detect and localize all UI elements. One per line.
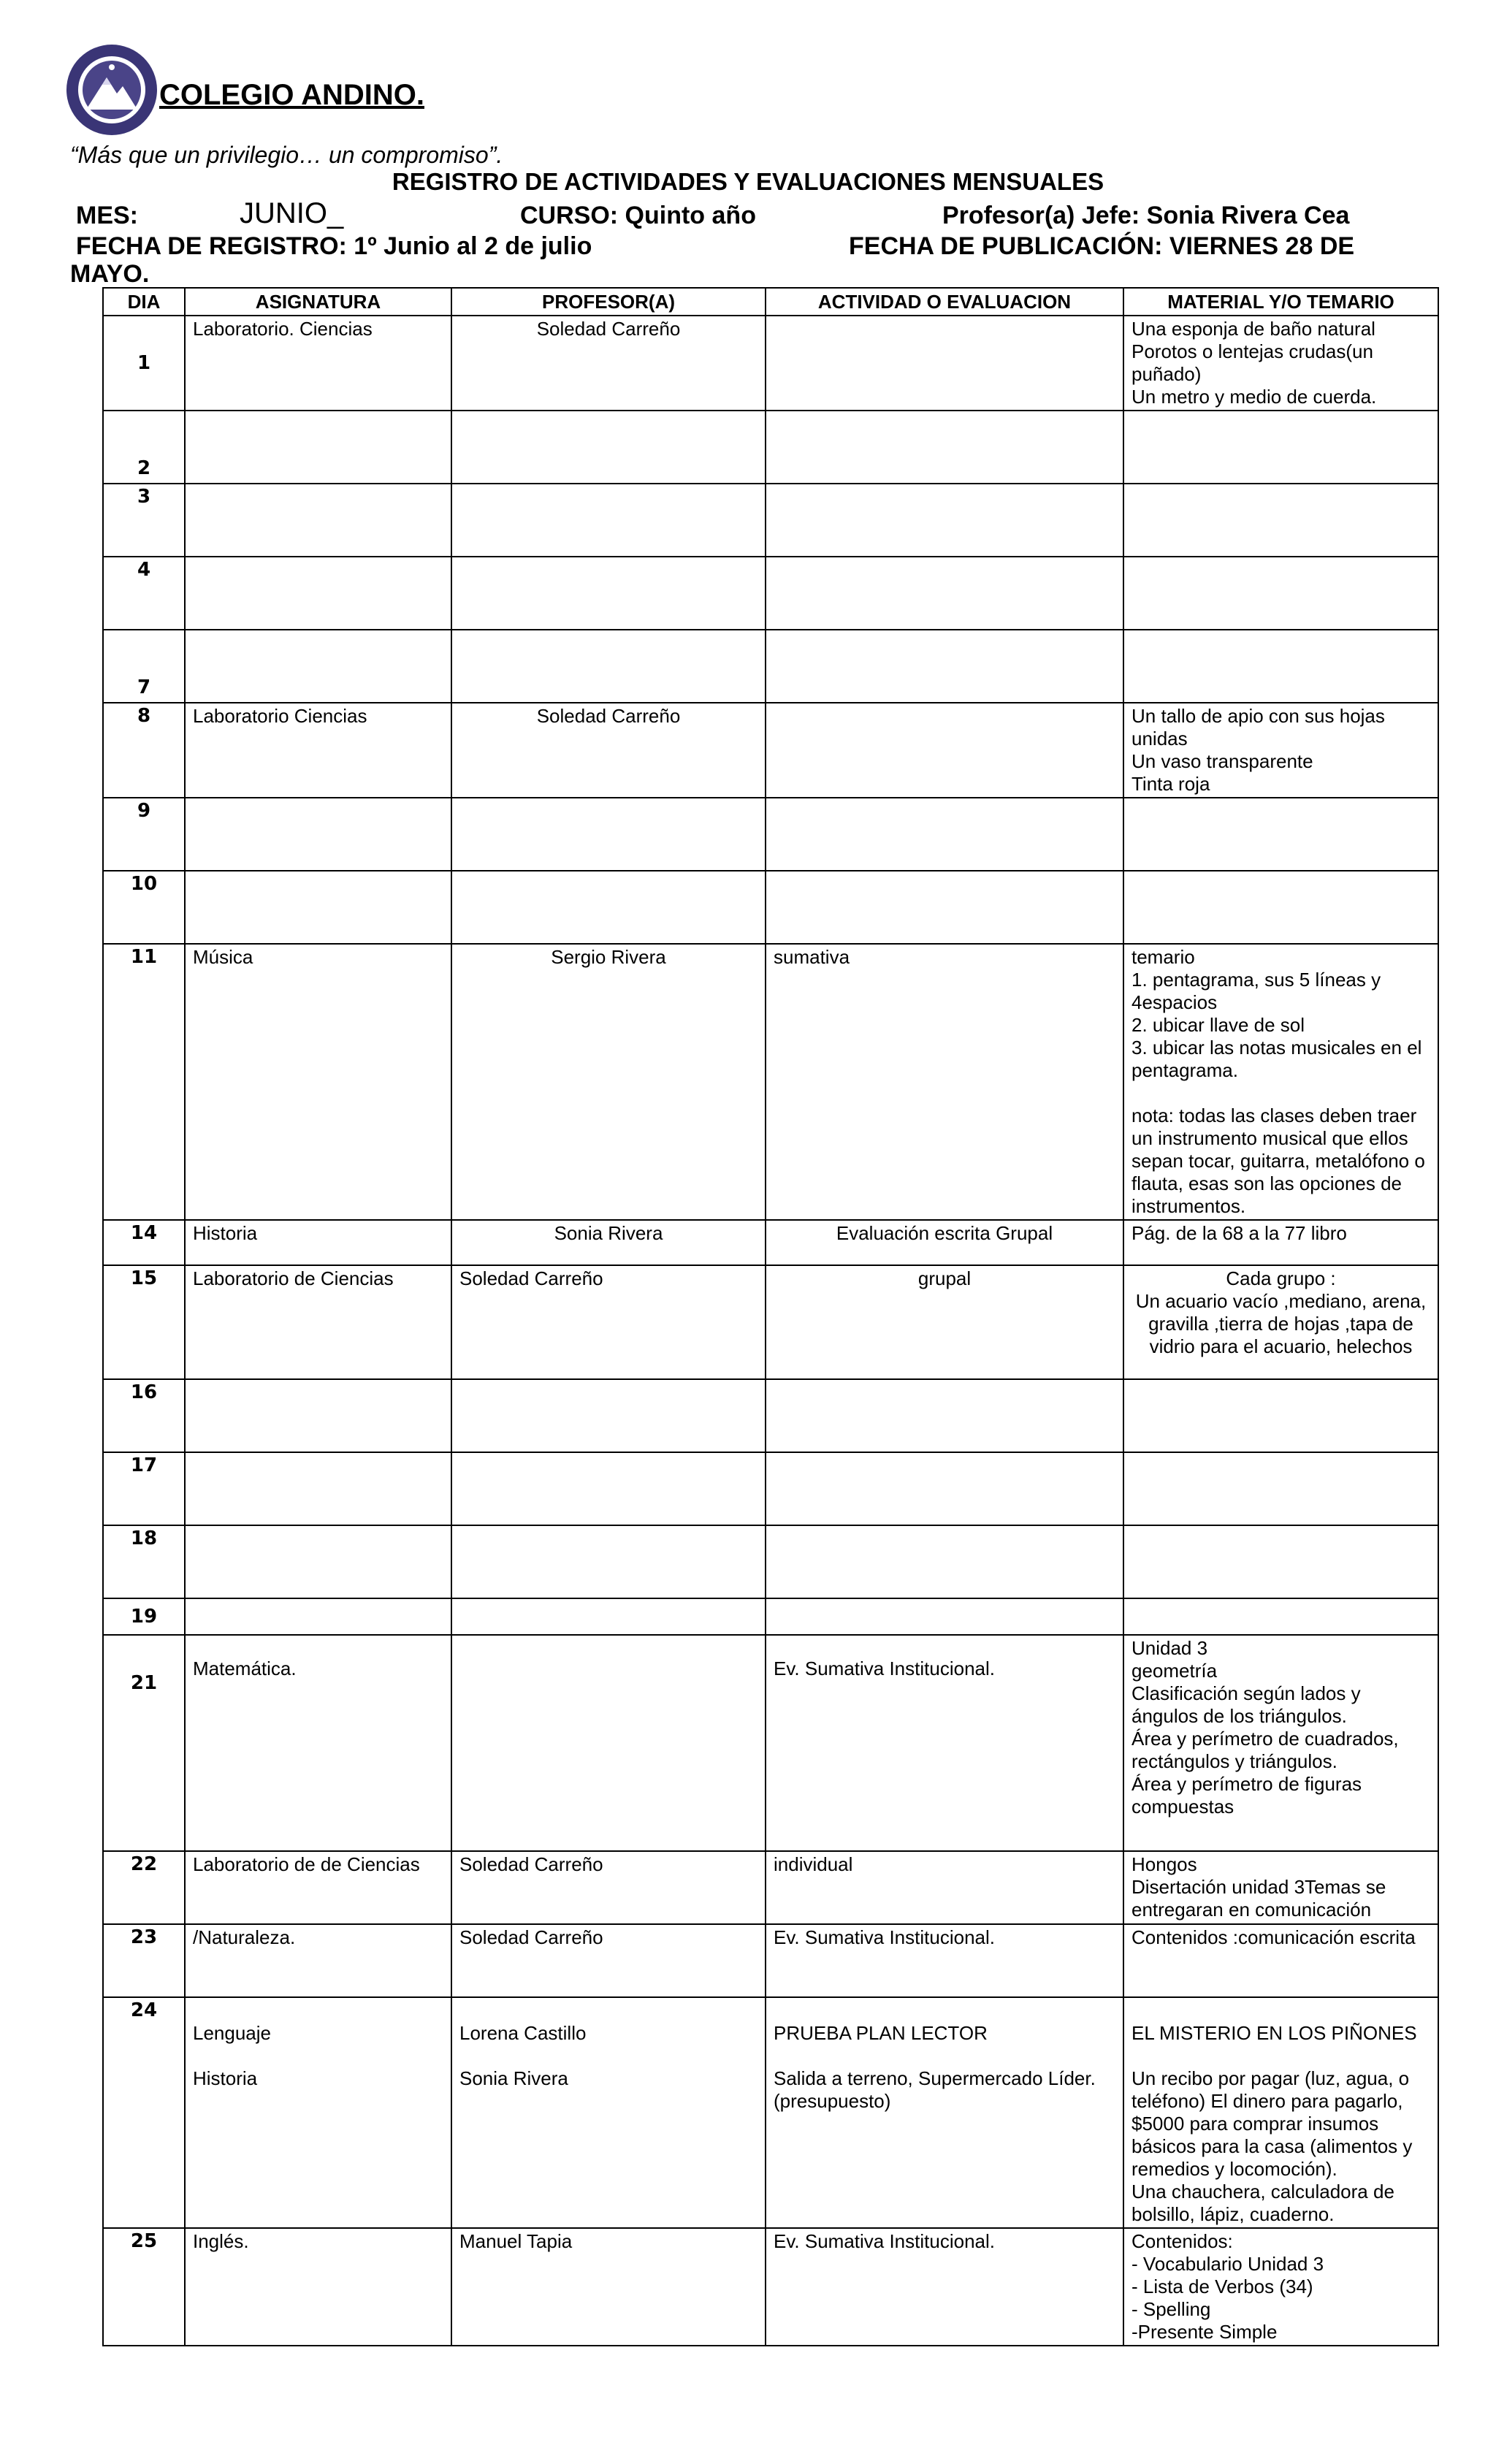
cell-profesor — [451, 871, 766, 944]
cell-actividad — [766, 630, 1123, 703]
table-row — [103, 798, 1438, 871]
school-logo — [64, 42, 159, 137]
cell-material: Cada grupo : Un acuario vacío ,mediano, arena, gravilla ,tierra de hojas ,tapa de vidrio para el acuario, helechos — [1123, 1265, 1438, 1379]
cell-asignatura — [185, 1379, 451, 1452]
cell-material: Contenidos: - Vocabulario Unidad 3 - Lista de Verbos (34) - Spelling -Presente Simple — [1123, 2228, 1438, 2346]
cell-dia: 25 — [103, 2228, 185, 2346]
cell-asignatura: Laboratorio Ciencias — [185, 703, 451, 798]
table-row — [103, 484, 1438, 557]
course: CURSO: Quinto año — [520, 202, 756, 229]
month-label: MES: — [76, 202, 138, 229]
table-row — [103, 557, 1438, 630]
cell-material — [1123, 630, 1438, 703]
cell-actividad — [766, 411, 1123, 484]
cell-profesor — [451, 630, 766, 703]
cell-actividad — [766, 1379, 1123, 1452]
cell-actividad: sumativa — [766, 944, 1123, 1220]
cell-asignatura — [185, 411, 451, 484]
school-name: COLEGIO ANDINO. — [159, 79, 424, 111]
cell-material — [1123, 1598, 1438, 1635]
cell-profesor — [451, 1452, 766, 1525]
cell-profesor: Sonia Rivera — [451, 1220, 766, 1265]
cell-dia: 1 — [103, 316, 185, 411]
cell-profesor — [451, 798, 766, 871]
column-header-asignatura: ASIGNATURA — [185, 288, 451, 316]
cell-material: Hongos Disertación unidad 3Temas se entregaran en comunicación — [1123, 1851, 1438, 1924]
table-row — [103, 703, 1438, 798]
table-row — [103, 316, 1438, 411]
cell-profesor: Sergio Rivera — [451, 944, 766, 1220]
table-row — [103, 1851, 1438, 1924]
cell-dia: 16 — [103, 1379, 185, 1452]
activities-table — [102, 287, 1439, 2346]
cell-profesor — [451, 1635, 766, 1851]
cell-actividad — [766, 1452, 1123, 1525]
cell-profesor: Soledad Carreño — [451, 703, 766, 798]
cell-material: Contenidos :comunicación escrita — [1123, 1924, 1438, 1997]
month-value: JUNIO_ — [240, 197, 344, 229]
table-header-row — [103, 288, 1438, 316]
cell-dia: 17 — [103, 1452, 185, 1525]
table-row — [103, 1379, 1438, 1452]
document-title: REGISTRO DE ACTIVIDADES Y EVALUACIONES MENSUALES — [392, 168, 1104, 195]
table-row — [103, 1452, 1438, 1525]
publication-date: FECHA DE PUBLICACIÓN: VIERNES 28 DE — [849, 232, 1355, 260]
cell-profesor: Soledad Carreño — [451, 1851, 766, 1924]
cell-asignatura: Laboratorio de Ciencias — [185, 1265, 451, 1379]
cell-actividad — [766, 1598, 1123, 1635]
cell-asignatura: Lenguaje Historia — [185, 1997, 451, 2228]
cell-dia: 21 — [103, 1635, 185, 1851]
registration-date: FECHA DE REGISTRO: 1º Junio al 2 de julio — [76, 232, 592, 260]
publication-date-cont: MAYO. — [70, 260, 150, 288]
cell-asignatura — [185, 1452, 451, 1525]
cell-dia: 4 — [103, 557, 185, 630]
cell-profesor — [451, 1598, 766, 1635]
table-row — [103, 411, 1438, 484]
cell-actividad: grupal — [766, 1265, 1123, 1379]
cell-actividad — [766, 871, 1123, 944]
table-row — [103, 1635, 1438, 1851]
cell-dia: 10 — [103, 871, 185, 944]
cell-asignatura: /Naturaleza. — [185, 1924, 451, 1997]
cell-material: Unidad 3 geometría Clasificación según lados y ángulos de los triángulos. Área y perímetro de cuadrados, rectángulos y triángulos. Área y perímetro de figuras compuestas — [1123, 1635, 1438, 1851]
table-row — [103, 944, 1438, 1220]
cell-actividad: Ev. Sumativa Institucional. — [766, 1924, 1123, 1997]
cell-actividad — [766, 703, 1123, 798]
cell-material — [1123, 1379, 1438, 1452]
column-header-actividad: ACTIVIDAD O EVALUACION — [766, 288, 1123, 316]
cell-dia: 7 — [103, 630, 185, 703]
table-row — [103, 1265, 1438, 1379]
cell-material — [1123, 411, 1438, 484]
table-row — [103, 1997, 1438, 2228]
cell-dia: 22 — [103, 1851, 185, 1924]
cell-dia: 3 — [103, 484, 185, 557]
cell-asignatura: Historia — [185, 1220, 451, 1265]
cell-material: EL MISTERIO EN LOS PIÑONES Un recibo por pagar (luz, agua, o teléfono) El dinero para pagarlo, $5000 para comprar insumos básicos para la casa (alimentos y remedios y locomoción). Una chauchera, calculadora de bolsillo, lápiz, cuaderno. — [1123, 1997, 1438, 2228]
cell-actividad: Evaluación escrita Grupal — [766, 1220, 1123, 1265]
column-header-profesor: PROFESOR(A) — [451, 288, 766, 316]
table-row — [103, 2228, 1438, 2346]
cell-profesor — [451, 411, 766, 484]
cell-dia: 14 — [103, 1220, 185, 1265]
cell-profesor — [451, 1525, 766, 1598]
cell-material: temario 1. pentagrama, sus 5 líneas y 4espacios 2. ubicar llave de sol 3. ubicar las notas musicales en el pentagrama. nota: todas las clases deben traer un instrumento musical que ellos sepan tocar, guitarra, metalófono o flauta, esas son las opciones de instrumentos. — [1123, 944, 1438, 1220]
cell-actividad — [766, 557, 1123, 630]
cell-actividad: individual — [766, 1851, 1123, 1924]
cell-asignatura: Matemática. — [185, 1635, 451, 1851]
cell-dia: 19 — [103, 1598, 185, 1635]
cell-dia: 15 — [103, 1265, 185, 1379]
table-row — [103, 630, 1438, 703]
cell-actividad: PRUEBA PLAN LECTOR Salida a terreno, Supermercado Líder. (presupuesto) — [766, 1997, 1123, 2228]
cell-dia: 23 — [103, 1924, 185, 1997]
cell-profesor — [451, 484, 766, 557]
cell-material — [1123, 1452, 1438, 1525]
cell-asignatura — [185, 630, 451, 703]
cell-material — [1123, 798, 1438, 871]
head-teacher: Profesor(a) Jefe: Sonia Rivera Cea — [942, 202, 1350, 229]
cell-dia: 2 — [103, 411, 185, 484]
cell-asignatura — [185, 871, 451, 944]
cell-actividad — [766, 484, 1123, 557]
cell-dia: 18 — [103, 1525, 185, 1598]
cell-profesor: Lorena Castillo Sonia Rivera — [451, 1997, 766, 2228]
cell-asignatura — [185, 1525, 451, 1598]
cell-dia: 11 — [103, 944, 185, 1220]
cell-asignatura — [185, 557, 451, 630]
table-row — [103, 871, 1438, 944]
cell-asignatura — [185, 798, 451, 871]
cell-asignatura — [185, 1598, 451, 1635]
school-motto: “Más que un privilegio… un compromiso”. — [70, 142, 503, 168]
table-row — [103, 1924, 1438, 1997]
column-header-dia: DIA — [103, 288, 185, 316]
cell-dia: 9 — [103, 798, 185, 871]
cell-asignatura — [185, 484, 451, 557]
cell-actividad: Ev. Sumativa Institucional. — [766, 2228, 1123, 2346]
table-row — [103, 1598, 1438, 1635]
table-row — [103, 1220, 1438, 1265]
cell-actividad — [766, 316, 1123, 411]
column-header-material: MATERIAL Y/O TEMARIO — [1123, 288, 1438, 316]
cell-dia: 24 — [103, 1997, 185, 2228]
cell-profesor — [451, 1379, 766, 1452]
cell-profesor: Soledad Carreño — [451, 1924, 766, 1997]
cell-asignatura: Inglés. — [185, 2228, 451, 2346]
cell-asignatura: Laboratorio de de Ciencias — [185, 1851, 451, 1924]
cell-dia: 8 — [103, 703, 185, 798]
cell-profesor: Soledad Carreño — [451, 316, 766, 411]
cell-asignatura: Música — [185, 944, 451, 1220]
cell-material — [1123, 484, 1438, 557]
cell-actividad — [766, 1525, 1123, 1598]
cell-asignatura: Laboratorio. Ciencias — [185, 316, 451, 411]
cell-actividad — [766, 798, 1123, 871]
cell-material: Una esponja de baño natural Porotos o lentejas crudas(un puñado) Un metro y medio de cuerda. — [1123, 316, 1438, 411]
cell-material — [1123, 871, 1438, 944]
cell-profesor — [451, 557, 766, 630]
cell-actividad: Ev. Sumativa Institucional. — [766, 1635, 1123, 1851]
cell-material — [1123, 557, 1438, 630]
cell-material: Un tallo de apio con sus hojas unidas Un vaso transparente Tinta roja — [1123, 703, 1438, 798]
cell-material: Pág. de la 68 a la 77 libro — [1123, 1220, 1438, 1265]
cell-profesor: Soledad Carreño — [451, 1265, 766, 1379]
table-row — [103, 1525, 1438, 1598]
cell-profesor: Manuel Tapia — [451, 2228, 766, 2346]
cell-material — [1123, 1525, 1438, 1598]
